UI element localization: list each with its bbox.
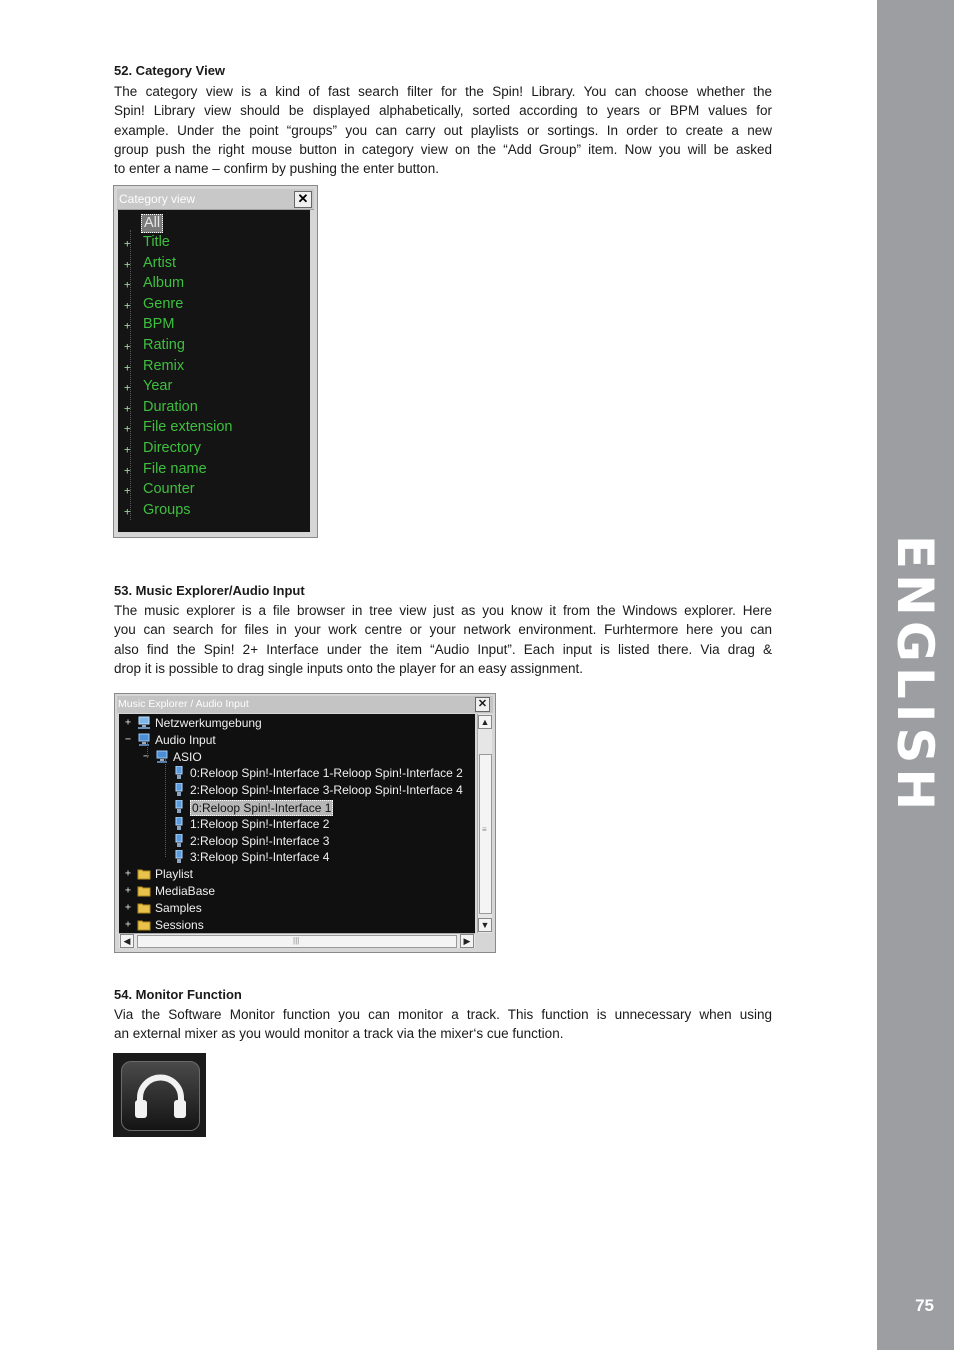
- category-item-remix[interactable]: [118, 357, 308, 377]
- category-item-label: Title: [143, 234, 170, 250]
- expand-icon[interactable]: +: [125, 868, 132, 880]
- category-item-year[interactable]: [118, 377, 308, 397]
- category-item-label: File extension: [143, 419, 233, 436]
- category-item-label: All: [141, 214, 163, 233]
- folder-icon: [137, 918, 151, 931]
- grip-icon: ≡: [482, 825, 487, 834]
- expand-icon[interactable]: +: [124, 237, 131, 250]
- expand-icon[interactable]: +: [124, 381, 131, 395]
- category-item-file-name[interactable]: [118, 460, 308, 480]
- category-item-label: BPM: [143, 316, 175, 333]
- section-54-heading: 54. Monitor Function: [114, 987, 242, 1002]
- expand-icon[interactable]: +: [124, 360, 131, 374]
- text-line: an external mixer as you would monitor a track via the mixer‘s cue function.: [114, 1026, 564, 1042]
- expand-icon[interactable]: +: [124, 504, 131, 518]
- text-line: The category view is a kind of fast search filter for the Spin! Library. You can choose whether the: [114, 84, 772, 99]
- monitor-button-face: [121, 1061, 200, 1131]
- tree-node-label: MediaBase: [155, 884, 216, 898]
- tree-node[interactable]: [137, 749, 475, 766]
- tree-node[interactable]: [119, 900, 459, 917]
- category-item-album[interactable]: [118, 274, 308, 294]
- category-item-label: Counter: [143, 481, 195, 498]
- folder-icon: [137, 901, 151, 914]
- expand-icon[interactable]: +: [125, 918, 132, 930]
- tree-node-label: Sessions: [155, 917, 204, 932]
- tree-node-label: Playlist: [155, 867, 194, 882]
- expand-icon[interactable]: +: [125, 717, 132, 728]
- vertical-scrollbar[interactable]: [477, 714, 492, 933]
- input-icon: [172, 834, 186, 847]
- monitor-button[interactable]: [113, 1053, 206, 1137]
- category-item-rating[interactable]: [118, 336, 308, 356]
- tree-node[interactable]: [154, 816, 475, 833]
- tree-node[interactable]: [119, 715, 459, 732]
- expand-icon[interactable]: +: [124, 484, 131, 498]
- expand-icon[interactable]: +: [124, 257, 131, 271]
- tree-node[interactable]: [154, 782, 475, 799]
- expand-icon[interactable]: +: [124, 401, 131, 415]
- category-item-label: Duration: [143, 398, 198, 415]
- network-icon: [137, 716, 151, 729]
- tree-node[interactable]: [154, 799, 475, 816]
- scroll-left-button[interactable]: ◀: [120, 934, 134, 948]
- computer-icon: [137, 733, 151, 746]
- tree-node-label: Netzwerkumgebung: [155, 716, 262, 730]
- category-item-file-extension[interactable]: [118, 418, 308, 438]
- expand-icon[interactable]: +: [124, 319, 131, 333]
- text-line: Spin! Library view should be displayed alphabetically, sorted according to years or BPM values for: [114, 103, 772, 119]
- tree-node-label: 3:Reloop Spin!-Interface 4: [190, 850, 330, 865]
- tree-node-label: 2:Reloop Spin!-Interface 3-Reloop Spin!-Interface 4: [190, 783, 463, 798]
- tree-node[interactable]: [119, 917, 459, 933]
- close-button[interactable]: ✕: [475, 697, 490, 712]
- category-item-title[interactable]: [118, 233, 308, 253]
- horizontal-scrollbar[interactable]: [119, 933, 475, 948]
- tree-node-label: ASIO: [173, 749, 202, 764]
- input-icon: [172, 800, 186, 813]
- tree-node-label: 2:Reloop Spin!-Interface 3: [190, 833, 330, 848]
- section-53-heading: 53. Music Explorer/Audio Input: [114, 583, 305, 598]
- scroll-thumb[interactable]: [137, 935, 457, 948]
- expand-icon[interactable]: +: [124, 278, 131, 292]
- music-explorer-titlebar[interactable]: [117, 696, 493, 713]
- input-icon: [172, 766, 186, 779]
- collapse-icon[interactable]: −: [143, 750, 150, 762]
- tree-node[interactable]: [154, 765, 475, 782]
- tree-node[interactable]: [119, 883, 459, 900]
- section-52-heading: 52. Category View: [114, 63, 226, 78]
- scroll-up-button[interactable]: ▲: [478, 715, 492, 729]
- tree-node[interactable]: [154, 849, 475, 866]
- category-view-title: Category view: [119, 192, 196, 206]
- category-item-label: Groups: [143, 501, 191, 518]
- expand-icon[interactable]: +: [124, 298, 131, 312]
- category-item-label: Artist: [143, 254, 177, 271]
- folder-icon: [137, 867, 151, 880]
- computer-icon: [155, 750, 169, 763]
- category-item-duration[interactable]: [118, 398, 308, 418]
- tree-node[interactable]: [119, 866, 459, 883]
- category-view-window: [113, 185, 318, 538]
- category-item-all[interactable]: [118, 212, 308, 232]
- tree-node[interactable]: [154, 833, 475, 850]
- tree-connector: [147, 742, 148, 758]
- category-item-genre[interactable]: [118, 295, 308, 315]
- category-view-titlebar[interactable]: [117, 189, 314, 210]
- expand-icon[interactable]: +: [124, 463, 131, 477]
- scroll-right-button[interactable]: ▶: [460, 934, 474, 948]
- music-explorer-window: [114, 693, 496, 953]
- text-line: The music explorer is a file browser in tree view just as you know it from the Windows explorer. Here: [114, 603, 772, 618]
- text-line: you can search for files in your work centre or your network environment. Furhtermore here you can: [114, 622, 772, 638]
- category-item-bpm[interactable]: [118, 315, 308, 335]
- expand-icon[interactable]: +: [124, 422, 131, 436]
- tree-node-label: 1:Reloop Spin!-Interface 2: [190, 816, 330, 831]
- tree-connector: [165, 759, 166, 857]
- text-line: Via the Software Monitor function you can monitor a track. This function is unnecessary when using: [114, 1007, 772, 1022]
- text-line: example. Under the point “groups” you can carry out playlists or sortings. In order to create a new: [114, 122, 772, 138]
- expand-icon[interactable]: +: [124, 340, 131, 353]
- headphones-icon: [122, 1062, 199, 1130]
- category-tree: [118, 210, 310, 532]
- section-53-body: [114, 601, 772, 678]
- tree-node[interactable]: [119, 732, 459, 749]
- text-line: also find the Spin! 2+ Interface under the item “Audio Input”. Each input is listed there. Via drag &: [114, 641, 772, 657]
- scroll-down-button[interactable]: ▼: [478, 918, 492, 932]
- explorer-tree: [119, 714, 475, 933]
- close-button[interactable]: ✕: [294, 191, 312, 208]
- page-number: 75: [915, 1296, 934, 1315]
- tree-node-label: 0:Reloop Spin!-Interface 1: [192, 801, 332, 815]
- text-line: group push the right mouse button in category view on the “Add Group” item. Now you will be asked: [114, 141, 772, 157]
- category-item-directory[interactable]: [118, 439, 308, 459]
- tree-node-label: Audio Input: [155, 732, 216, 747]
- tree-node-label: 0:Reloop Spin!-Interface 1-Reloop Spin!-Interface 2: [190, 766, 463, 781]
- category-item-groups[interactable]: [118, 501, 308, 521]
- input-icon: [172, 783, 186, 796]
- category-item-label: Year: [143, 378, 173, 395]
- category-item-label: Genre: [143, 295, 184, 312]
- music-explorer-title: Music Explorer / Audio Input: [118, 698, 249, 710]
- expand-icon[interactable]: +: [125, 901, 132, 913]
- expand-icon[interactable]: +: [124, 443, 131, 456]
- input-icon: [172, 817, 186, 830]
- text-line: to enter a name – confirm by pushing the enter button.: [114, 161, 439, 177]
- category-item-counter[interactable]: [118, 480, 308, 500]
- tree-node-label: Samples: [155, 900, 202, 915]
- input-icon: [172, 850, 186, 863]
- section-52-body: [114, 82, 772, 178]
- scroll-thumb[interactable]: [479, 754, 492, 914]
- section-54-body: [114, 1005, 772, 1044]
- category-item-label: Album: [143, 275, 185, 292]
- collapse-icon[interactable]: −: [125, 733, 132, 745]
- text-line: drop it is possible to drag single inputs onto the player for an easy assignment.: [114, 660, 584, 676]
- category-item-artist[interactable]: [118, 254, 308, 274]
- category-item-label: Rating: [143, 337, 185, 353]
- category-item-label: Directory: [143, 440, 202, 456]
- expand-icon[interactable]: +: [125, 885, 132, 896]
- folder-icon: [137, 884, 151, 897]
- category-item-label: File name: [143, 460, 207, 477]
- language-tab-label: ENGLISH: [886, 534, 944, 816]
- category-item-label: Remix: [143, 357, 185, 374]
- grip-icon: |||: [293, 936, 300, 945]
